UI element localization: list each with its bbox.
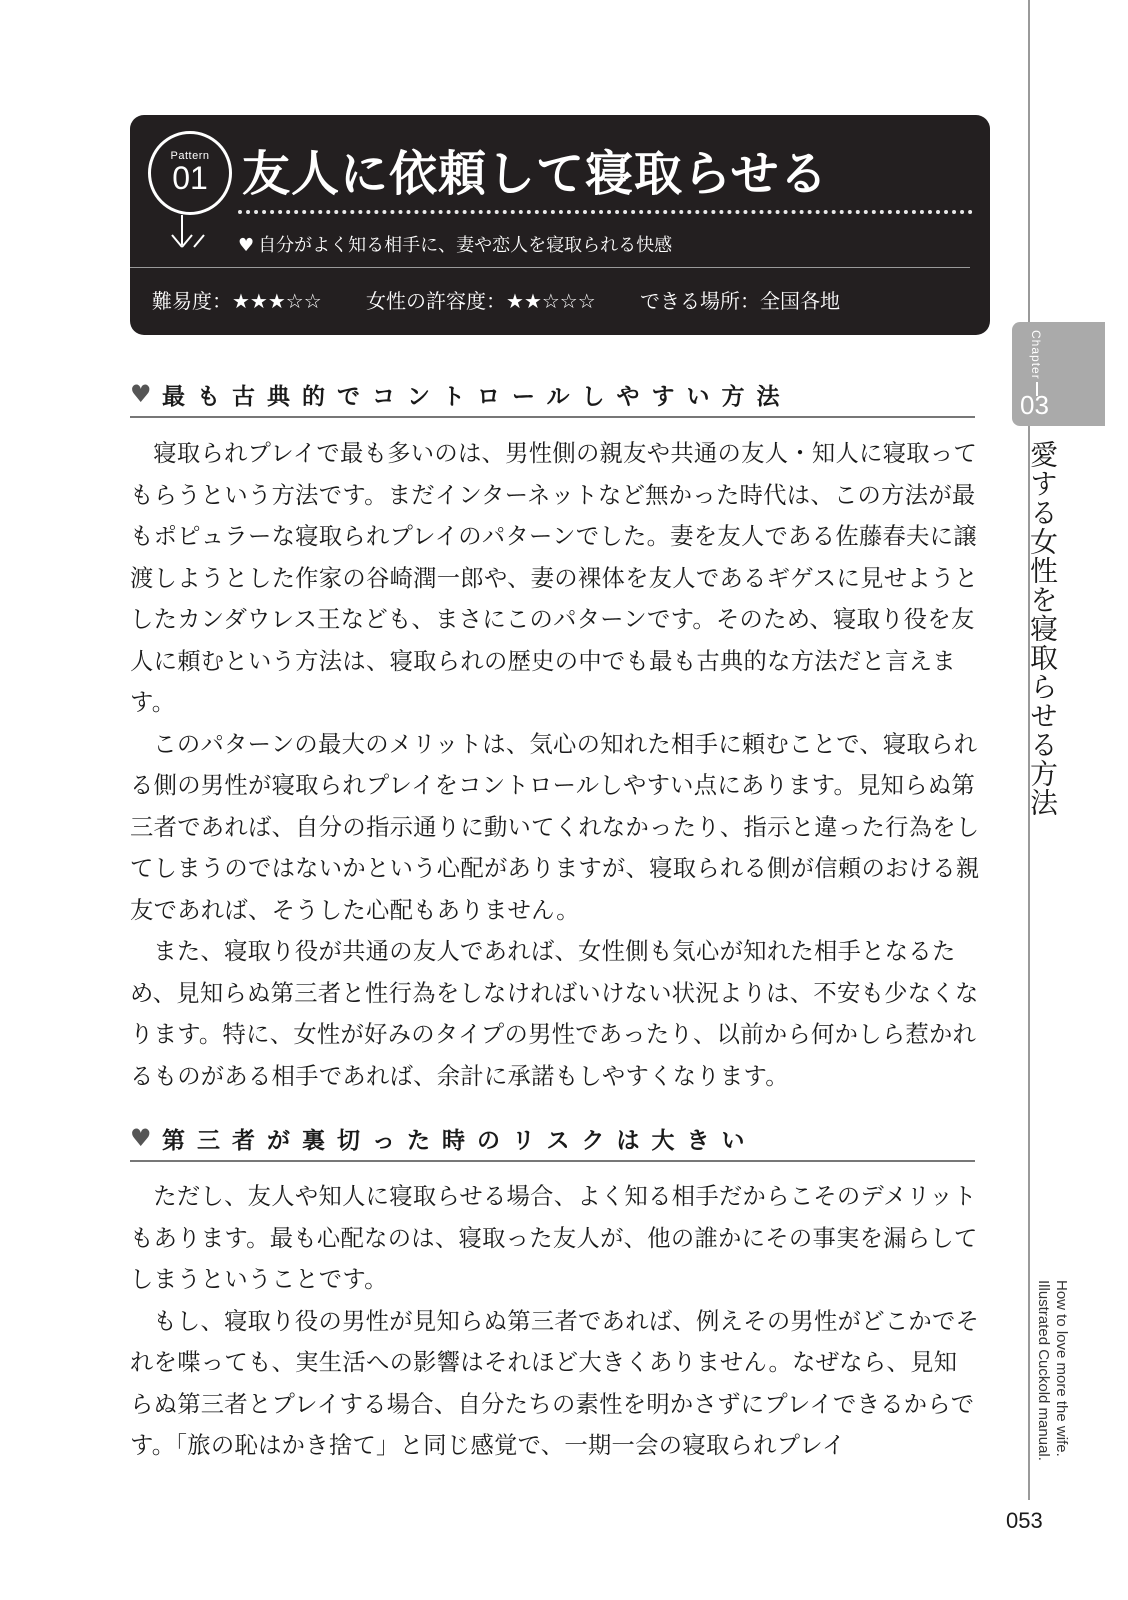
- paragraph: このパターンの最大のメリットは、気心の知れた相手に頼むことで、寝取られる側の男性が寝取られプレイをコントロールしやすい点にあります。見知らぬ第三者であれば、自分の指示通りに動いてくれなかったり、指示と違った行為をしてしまうのではないかという心配がありますが、寝取られる側が信頼のおける親友であれば、そうした心配もありません。: [130, 730, 980, 924]
- section-body: [130, 433, 980, 1097]
- paragraph: また、寝取り役が共通の友人であれば、女性側も気心が知れた相手となるため、見知らぬ第三者と性行為をしなければいけない状況よりは、不安も少なくなります。特に、女性が好みのタイプの男性であったり、以前から何かしら惹かれるものがある相手であれば、余計に承諾もしやすくなります。: [130, 938, 979, 1090]
- pattern-number: 01: [172, 160, 208, 196]
- subtitle: [238, 231, 672, 257]
- dotted-divider: [238, 210, 973, 214]
- book-title: [1034, 1280, 1070, 1461]
- pattern-badge: [148, 131, 232, 215]
- section-heading-text: 最も古典的でコントロールしやすい方法: [162, 384, 792, 410]
- chapter-number: 03: [1020, 390, 1049, 420]
- acceptance-rating: 女性の許容度：★★☆☆☆: [366, 289, 596, 313]
- book-title-line: How to love more the wife.: [1053, 1280, 1070, 1457]
- heart-icon: ♥: [130, 1124, 152, 1152]
- section-body: [130, 1176, 980, 1467]
- paragraph: 寝取られプレイで最も多いのは、男性側の親友や共通の友人・知人に寝取ってもらうという方法です。まだインターネットなど無かった時代は、この方法が最もポピュラーな寝取られプレイのパターンでした。妻を友人である佐藤春夫に譲渡しようとした作家の谷崎潤一郎や、妻の裸体を友人であるギゲスに見せようとしたカンダウレス王なども、まさにこのパターンです。そのため、寝取り役を友人に頼むという方法は、寝取られの歴史の中でも最も古典的な方法だと言えます。: [130, 440, 979, 716]
- location-info: できる場所：全国各地: [640, 289, 841, 313]
- pattern-label: Pattern: [170, 150, 210, 162]
- paragraph: もし、寝取り役の男性が見知らぬ第三者であれば、例えその男性がどこかでそれを喋っても、実生活への影響はそれほど大きくありません。なぜなら、見知らぬ第三者とプレイする場合、自分たちの素性を明かさずにプレイできるからです。「旅の恥はかき捨て」と同じ感覚で、一期一会の寝取られプレイ: [130, 1307, 980, 1459]
- subtitle-text: 自分がよく知る相手に、妻や恋人を寝取られる快感: [258, 235, 673, 256]
- difficulty-rating: 難易度：★★★☆☆: [152, 289, 322, 313]
- pattern-header-panel: [130, 115, 990, 335]
- page-number: 053: [1006, 1508, 1043, 1533]
- paragraph: ただし、友人や知人に寝取らせる場合、よく知る相手だからこそのデメリットもあります。最も心配なのは、寝取った友人が、他の誰かにその事実を漏らしてしまうということです。: [130, 1183, 978, 1293]
- heart-icon: ♥: [130, 380, 152, 408]
- header-divider: [130, 267, 970, 268]
- page-title: 友人に依頼して寝取らせる: [242, 146, 829, 202]
- chapter-label: Chapter: [1029, 330, 1043, 380]
- rating-row: [152, 285, 878, 314]
- section-heading-text: 第三者が裏切った時のリスクは大きい: [162, 1128, 757, 1154]
- heart-icon: ♥: [238, 235, 255, 256]
- chapter-tab: [1012, 322, 1105, 426]
- down-arrow-icon: [168, 215, 208, 251]
- section-heading: [130, 376, 975, 418]
- section-heading: [130, 1120, 975, 1162]
- chapter-title: 愛する女性を寝取らせる方法: [1026, 440, 1059, 817]
- book-title-line: Illustrated Cuckold manual.: [1035, 1280, 1052, 1461]
